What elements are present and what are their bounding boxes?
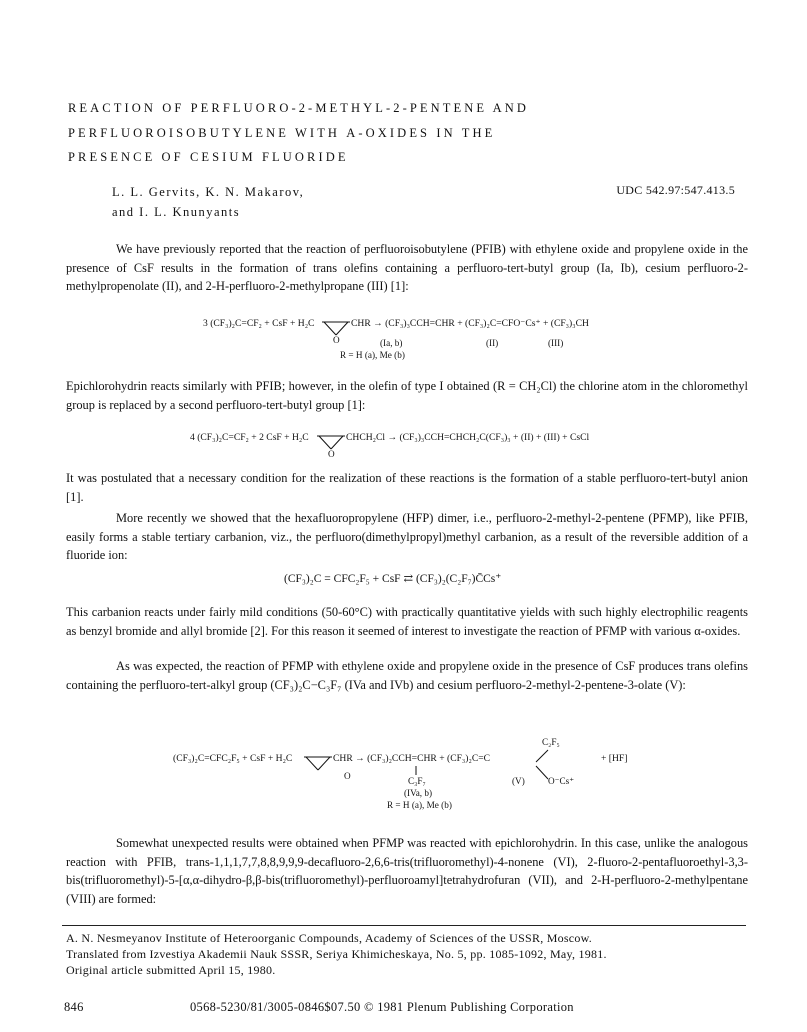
footnote-line-1: A. N. Nesmeyanov Institute of Heteroorganic Compounds, Academy of Sciences of the USSR, Moscow. bbox=[66, 931, 592, 945]
eq2-right: CHCH₂Cl → (CF₃)₃CCH=CHCH₂C(CF₃)₃ + (II) + (III) + CsCl bbox=[346, 432, 590, 443]
eq4-plus-hf: + [HF] bbox=[601, 753, 628, 764]
eq2-left: 4 (CF₃)₂C=CF₂ + 2 CsF + H₂C bbox=[190, 432, 309, 443]
authors-line-2: and I. L. Knunyants bbox=[112, 205, 241, 219]
paragraph-5: This carbanion reacts under fairly mild conditions (50-60°C) with practically quantitative yields with such highly electrophilic reagents as benzyl bromide and allyl bromide [2]. For this reason it seemed of interest to investigate the reaction of PFMP with various α-oxides. bbox=[66, 605, 748, 638]
eq2-oxygen: O bbox=[328, 449, 335, 459]
eq4-left: (CF₃)₂C=CFC₂F₅ + CsF + H₂C bbox=[173, 753, 293, 764]
footnote-line-2: Translated from Izvestiya Akademii Nauk SSSR, Seriya Khimicheskaya, No. 5, pp. 1085-1092, May, 1981. bbox=[66, 947, 607, 961]
paragraph-3: It was postulated that a necessary condition for the realization of these reactions is the formation of a stable perfluoro-tert-butyl anion [1]. bbox=[66, 471, 748, 504]
udc-code: UDC 542.97:547.413.5 bbox=[616, 183, 735, 197]
footnote-line-3: Original article submitted April 15, 1980. bbox=[66, 963, 276, 977]
eq4-right: CHR → (CF₃)₂CCH=CHR + (CF₃)₂C=C bbox=[333, 753, 491, 764]
paragraph-6: As was expected, the reaction of PFMP with ethylene oxide and propylene oxide in the presence of CsF produces trans olefins containing the perfluoro-tert-alkyl group (CF₃)₂C−C₃F₇ (IVa and IVb) and cesium perfluoro-2-methyl-2-pentene-3-olate (V): bbox=[66, 659, 748, 692]
title-line-3: PRESENCE OF CESIUM FLUORIDE bbox=[68, 150, 349, 164]
paragraph-7: Somewhat unexpected results were obtained when PFMP was reacted with epichlorohydrin. In this case, unlike the analogous reaction with PFIB, trans-1,1,1,7,7,8,8,9,9,9-decafluoro-2,6,6-tris(trifluoromethyl)-4-nonene (VI), 2-fluoro-2-pentafluoroethyl-3,3-bis(trifluoromethyl)-5-[α,α-dihydro-β,β-bis(trifluoromethyl)-perfluoroamyl]tetrahydrofuran (VII), and 2-H-perfluoro-2-methylpentane (VIII) are formed: bbox=[66, 836, 748, 906]
eq4-r-definition: R = H (a), Me (b) bbox=[387, 800, 452, 810]
eq1-label-iii: (III) bbox=[548, 338, 564, 348]
footnote-divider bbox=[62, 925, 746, 926]
paragraph-1: We have previously reported that the reaction of perfluoroisobutylene (PFIB) with ethylene oxide and propylene oxide in the presence of CsF results in the formation of trans olefins containing a perfluoro-tert-butyl group (Ia, Ib), cesium perfluoro-2-methylpropenolate (II), and 2-H-perfluoro-2-methylpropane (III) [1]: bbox=[66, 242, 748, 293]
eq1-r-definition: R = H (a), Me (b) bbox=[340, 350, 405, 360]
authors-line-1: L. L. Gervits, K. N. Makarov, bbox=[112, 185, 305, 199]
eq1-right: CHR → (CF₃)₃CCH=CHR + (CF₃)₂C=CFO⁻Cs⁺ + (CF₃)₃CH bbox=[351, 318, 589, 329]
article-title bbox=[68, 96, 748, 170]
eq4-c3f7: C₃F₇ bbox=[408, 776, 426, 786]
page-number: 846 bbox=[64, 1000, 84, 1014]
eq1-label-ii: (II) bbox=[486, 338, 499, 348]
eq4-c2f5: C₂F₅ bbox=[542, 737, 560, 747]
equation-3: (CF₃)₂C = CFC₂F₅ + CsF ⇄ (CF₃)₂(C₂F₇)C̄Cs⁺ bbox=[284, 573, 502, 585]
eq4-cesium-olate: O⁻Cs⁺ bbox=[548, 776, 575, 786]
eq4-oxygen: O bbox=[344, 771, 351, 781]
paragraph-4: More recently we showed that the hexafluoropropylene (HFP) dimer, i.e., perfluoro-2-methyl-2-pentene (PFMP), like PFIB, easily forms a stable tertiary carbanion, viz., the perfluoro(dimethylpropyl)methyl carbanion, as a result of the reversible addition of a fluoride ion: bbox=[66, 511, 748, 562]
eq1-left: 3 (CF₃)₂C=CF₂ + CsF + H₂C bbox=[203, 318, 315, 329]
eq4-epoxide-ring bbox=[304, 753, 334, 775]
eq1-label-i: (Ia, b) bbox=[380, 338, 403, 348]
title-line-1: REACTION OF PERFLUORO-2-METHYL-2-PENTENE AND bbox=[68, 101, 530, 115]
eq4-c3f7-bond bbox=[414, 766, 418, 776]
author-list bbox=[112, 182, 304, 222]
paragraph-2: Epichlorohydrin reacts similarly with PFIB; however, in the olefin of type I obtained (R = CH₂Cl) the chlorine atom in the chloromethyl group is replaced by a second perfluoro-tert-butyl group [1]: bbox=[66, 379, 748, 412]
footnote bbox=[66, 930, 750, 978]
footer-citation: 0568-5230/81/3005-0846$07.50 © 1981 Plenum Publishing Corporation bbox=[190, 1000, 574, 1014]
eq1-oxygen: O bbox=[333, 335, 340, 345]
title-line-2: PERFLUOROISOBUTYLENE WITH Α-OXIDES IN THE bbox=[68, 125, 496, 140]
eq4-label-v: (V) bbox=[512, 776, 525, 786]
eq4-label-iv: (IVa, b) bbox=[404, 788, 433, 798]
